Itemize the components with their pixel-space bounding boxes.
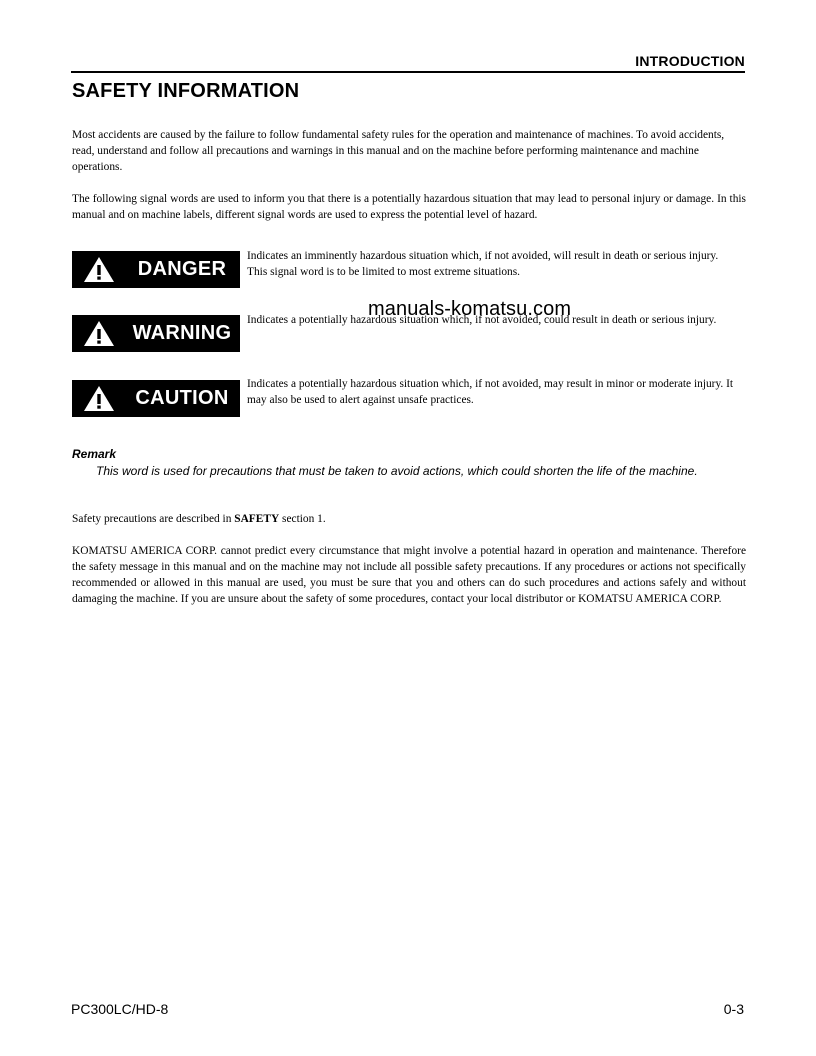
danger-description: Indicates an imminently hazardous situation which, if not avoided, will result in death or serious injury. This signal word is to be limited to most extreme situations. [247,250,719,278]
signal-intro-paragraph: The following signal words are used to inform you that there is a potentially hazardous situation that may lead to personal injury or damage. In this manual and on machine labels, different signal words are used to express the potential level of hazard. [72,193,746,221]
remark-label: Remark [72,447,117,461]
running-header: INTRODUCTION [635,53,745,69]
warning-triangle-icon [83,256,115,283]
warning-signal-label [72,315,240,352]
footer-model: PC300LC/HD-8 [71,1001,169,1017]
page-title: SAFETY INFORMATION [72,80,300,102]
safety-ref-before: Safety precautions are described in [72,513,235,525]
caution-signal-word: CAUTION [135,387,229,409]
footer-page-number: 0-3 [723,1001,744,1017]
danger-signal-label [72,251,240,288]
intro-paragraph: Most accidents are caused by the failure to follow fundamental safety rules for the operation and maintenance of machines. To avoid accidents, read, understand and follow all precautions and warnings in this manual and on the machine before performing maintenance and machine operations. [72,129,725,173]
remark-text: This word is used for precautions that must be taken to avoid actions, which could shorten the life of the machine. [96,464,698,478]
closing-paragraph: KOMATSU AMERICA CORP. cannot predict every circumstance that might involve a potential hazard in operation and maintenance. Therefore the safety message in this manual and on the machine may not include all possible safety precautions. If any procedures or actions not specifically recommended or allowed in this manual are used, you must be sure that you and others can do such procedures and actions safely and without damaging the machine. If you are unsure about the safety of some procedures, contact your local distributor or KOMATSU AMERICA CORP. [72,545,746,605]
safety-ref-after: section 1. [279,513,326,525]
safety-reference-paragraph [72,511,746,527]
warning-triangle-icon [83,385,115,412]
safety-ref-section: SAFETY [234,513,280,525]
caution-description: Indicates a potentially hazardous situation which, if not avoided, may result in minor or moderate injury. It may also be used to alert against unsafe practices. [247,378,734,406]
warning-description: Indicates a potentially hazardous situation which, if not avoided, could result in death or serious injury. [247,314,717,326]
warning-signal-word: WARNING [132,322,232,344]
danger-signal-word: DANGER [137,258,227,280]
header-rule [71,71,745,73]
watermark-text: manuals-komatsu.com [368,298,572,320]
warning-triangle-icon [83,320,115,347]
caution-signal-label [72,380,240,417]
